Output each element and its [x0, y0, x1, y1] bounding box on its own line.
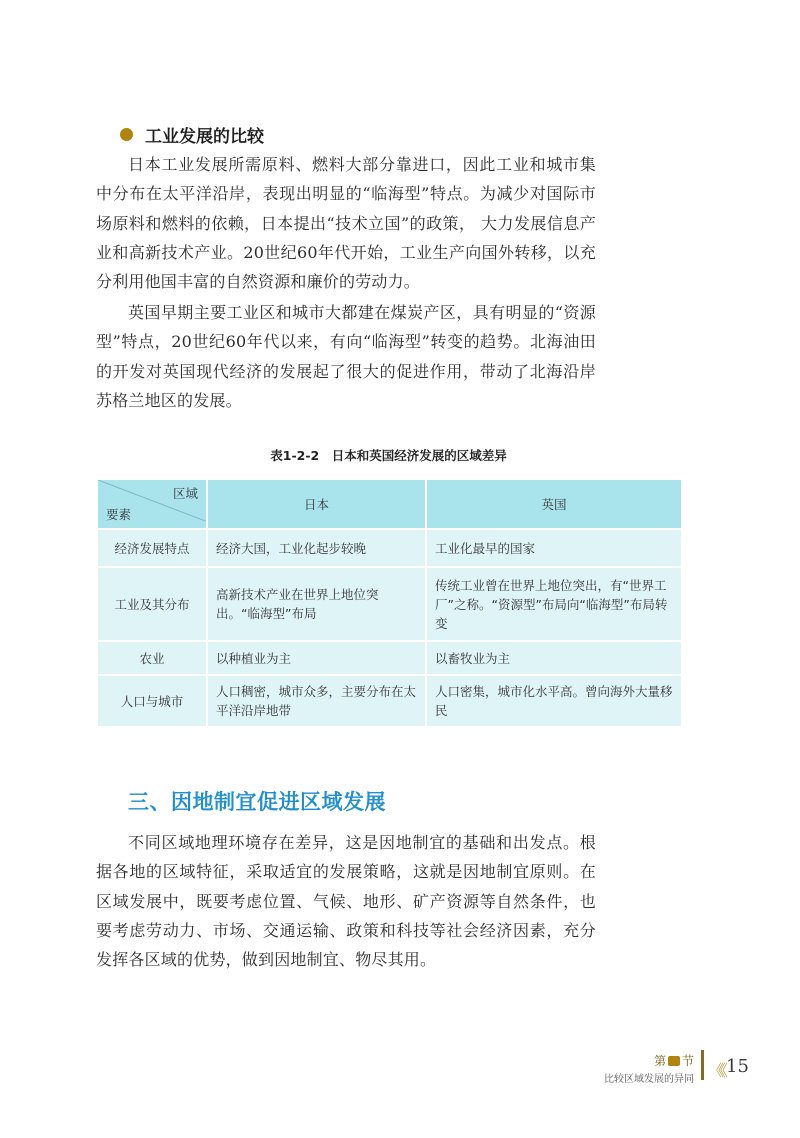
table-corner-cell	[97, 479, 207, 529]
cell-japan: 经济大国，工业化起步较晚	[207, 529, 426, 567]
footer-section-prefix: 第	[653, 1054, 666, 1068]
cell-uk: 以畜牧业为主	[426, 641, 682, 675]
section-number-box-icon	[668, 1056, 680, 1066]
paragraph-japan: 日本工业发展所需原料、燃料大部分靠进口，因此工业和城市集中分布在太平洋沿岸，表现出明显的“临海型”特点。为减少对国际市场原料和燃料的依赖，日本提出“技术立国”的政策， 大力发展信息产业和高新技术产业。20世纪60年代开始，工业生产向国外转移，以充分利用他国丰富的自然资源和廉价的劳动力。	[96, 155, 596, 292]
comparison-table	[96, 478, 683, 728]
table-row	[97, 567, 682, 641]
table-row	[97, 641, 682, 675]
table-header-row	[97, 479, 682, 529]
cell-japan: 人口稠密，城市众多，主要分布在太平洋沿岸地带	[207, 675, 426, 727]
table-row	[97, 529, 682, 567]
chapter-heading: 三、因地制宜促进区域发展	[128, 790, 386, 814]
section-title: 工业发展的比较	[145, 127, 264, 147]
bullet-icon	[120, 128, 133, 141]
page-number: 15	[726, 1056, 749, 1077]
footer-divider	[701, 1050, 704, 1080]
row-label: 农业	[97, 641, 207, 675]
paragraph-local-conditions: 不同区域地理环境存在差异，这是因地制宜的基础和出发点。根据各地的区域特征，采取适宜的发展策略，这就是因地制宜原则。在区域发展中，既要考虑位置、气候、地形、矿产资源等自然条件，也要考虑劳动力、市场、交通运输、政策和科技等社会经济因素，充分发挥各区域的优势，做到因地制宜、物尽其用。	[96, 833, 596, 970]
footer-section-suffix: 节	[681, 1054, 694, 1068]
corner-label-region: 区域	[172, 486, 198, 501]
table-row	[97, 675, 682, 727]
cell-uk: 传统工业曾在世界上地位突出，有“世界工厂”之称。“资源型”布局向“临海型”布局转变	[426, 567, 682, 641]
column-header-japan: 日本	[207, 479, 426, 529]
cell-japan: 高新技术产业在世界上地位突出。“临海型”布局	[207, 567, 426, 641]
section-heading	[120, 122, 264, 147]
footer-section-number	[654, 1052, 694, 1069]
page-footer	[598, 1050, 768, 1090]
footer-subtitle: 比较区域发展的异同	[604, 1074, 694, 1085]
column-header-uk: 英国	[426, 479, 682, 529]
corner-label-element: 要素	[106, 507, 132, 522]
cell-uk: 人口密集，城市化水平高。曾向海外大量移民	[426, 675, 682, 727]
paragraph-uk: 英国早期主要工业区和城市大都建在煤炭产区，具有明显的“资源型”特点，20世纪60年代以来，有向“临海型”转变的趋势。北海油田的开发对英国现代经济的发展起了很大的促进作用，带动了北海沿岸苏格兰地区的发展。	[96, 303, 596, 410]
cell-uk: 工业化最早的国家	[426, 529, 682, 567]
row-label: 工业及其分布	[97, 567, 207, 641]
double-chevron-icon: 《《	[708, 1061, 725, 1080]
table-caption: 表1-2-2 日本和英国经济发展的区域差异	[270, 448, 507, 463]
row-label: 人口与城市	[97, 675, 207, 727]
row-label: 经济发展特点	[97, 529, 207, 567]
cell-japan: 以种植业为主	[207, 641, 426, 675]
